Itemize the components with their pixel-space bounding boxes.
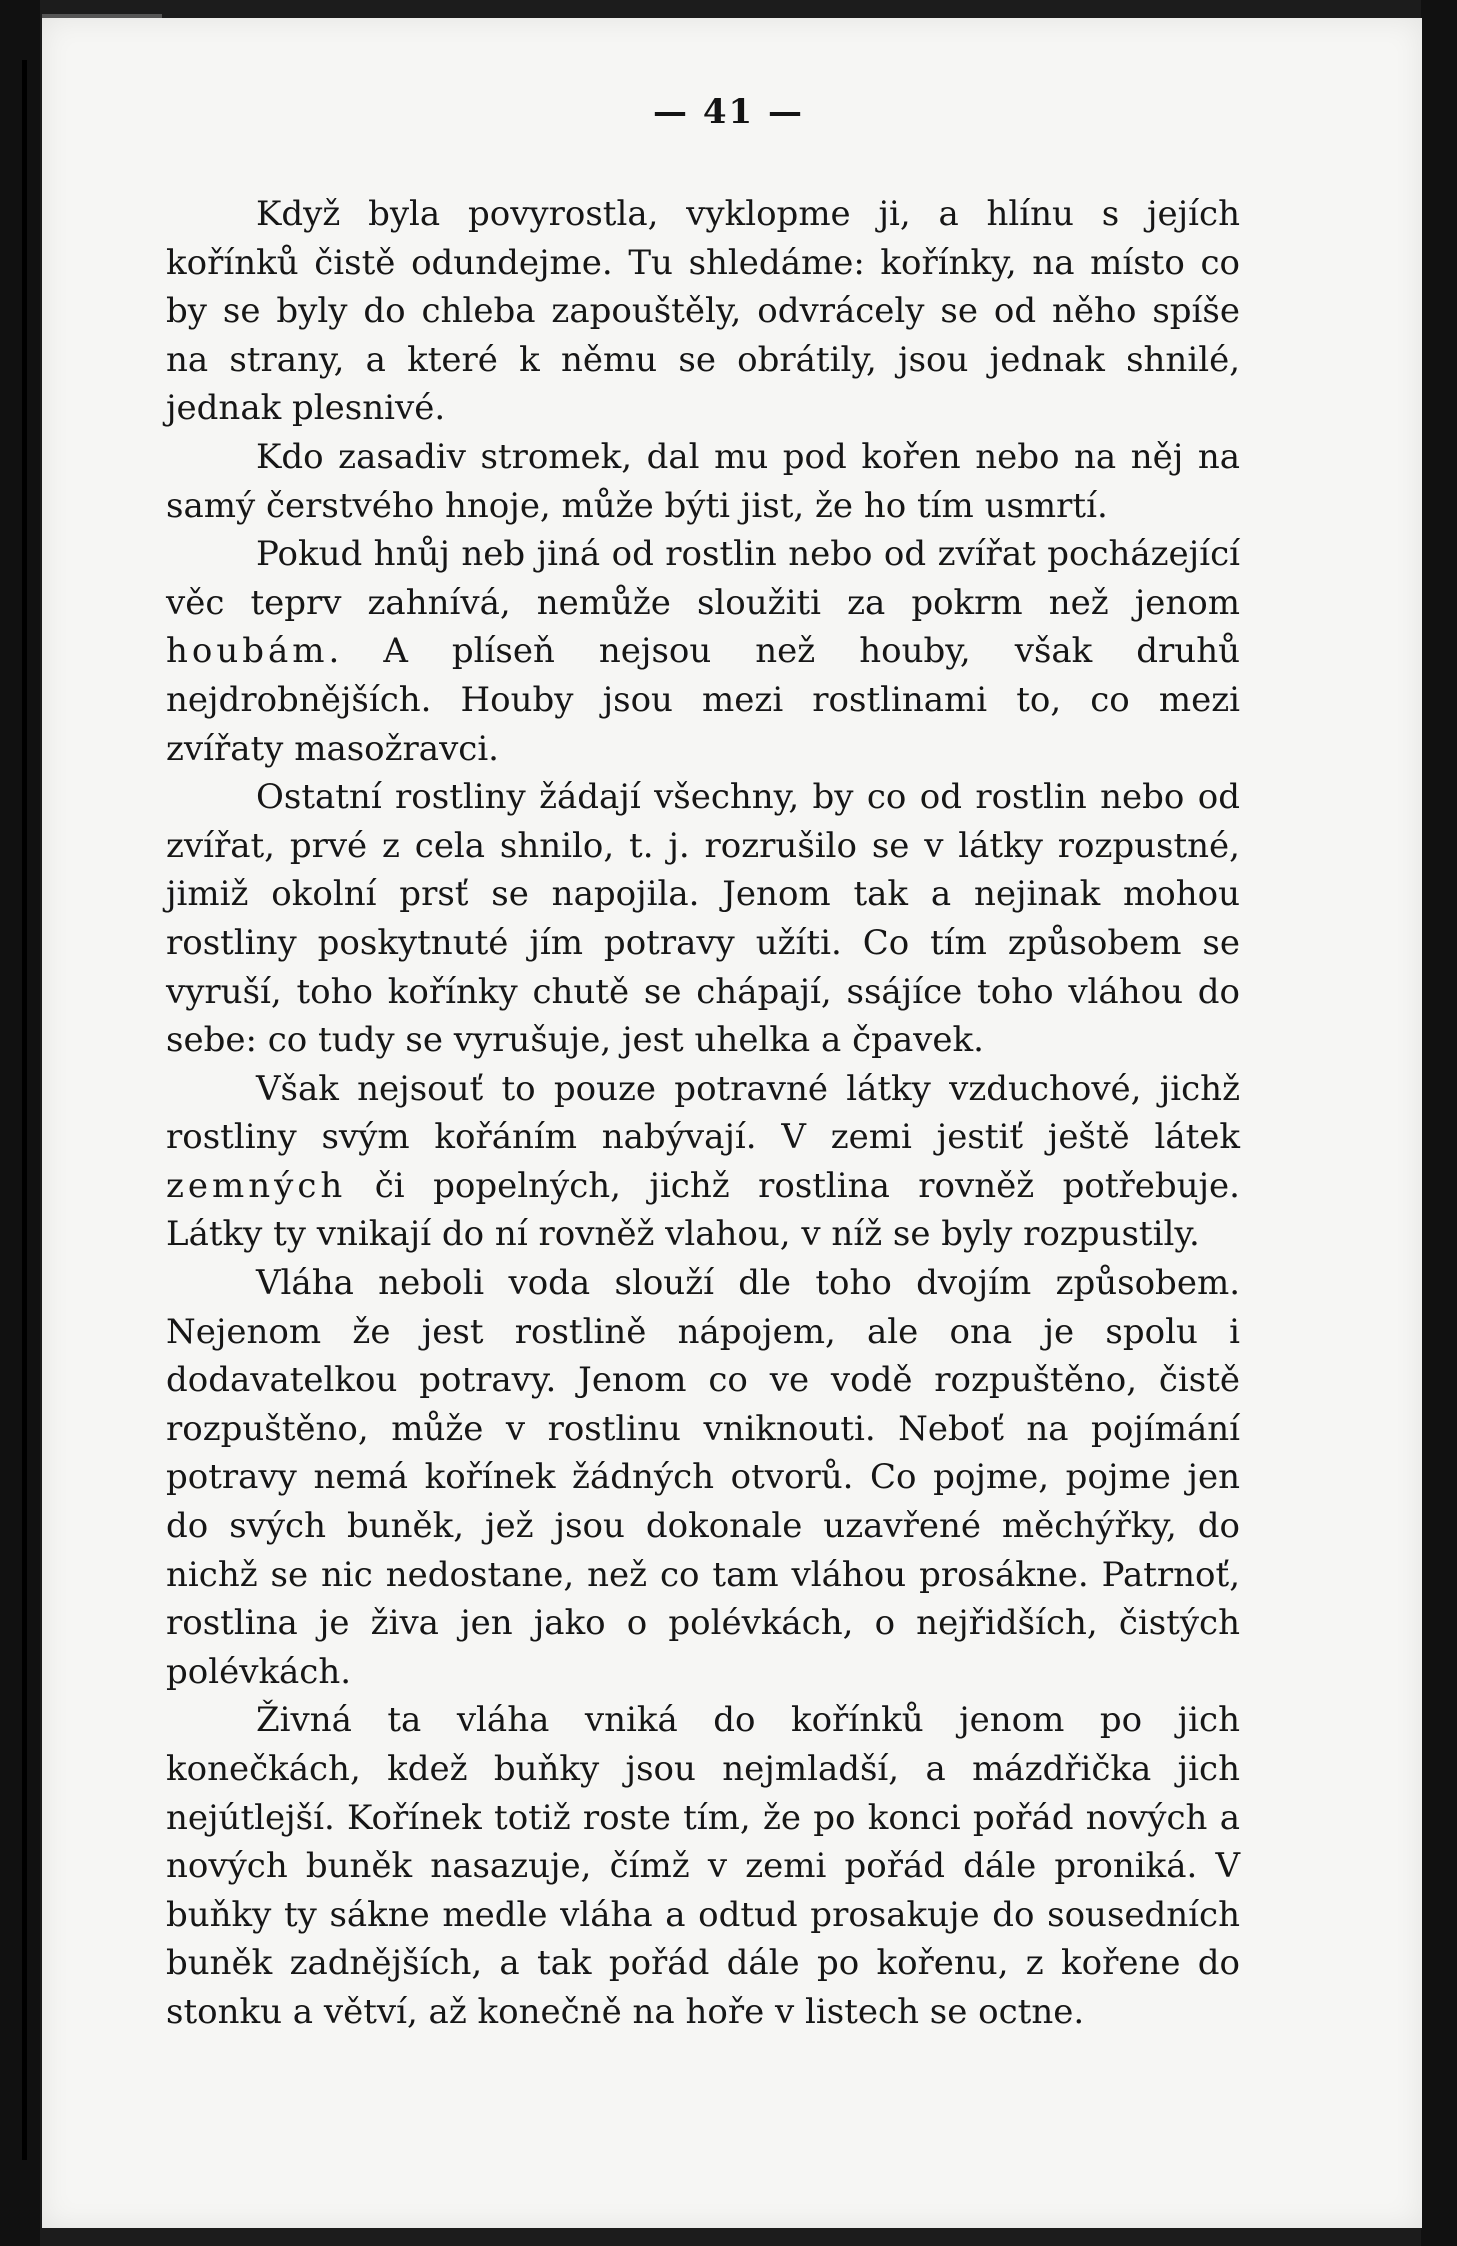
page-edge-mark	[42, 14, 162, 18]
emphasized-word: houbám	[166, 631, 329, 672]
paragraph-text: . A plíseň nejsou než houby, však druhů nejdrobnějších. Houby jsou mezi rostlinami to, co mezi zvířaty masožravci.	[166, 631, 1240, 769]
paragraph: Když byla povyrostla, vyklopme ji, a hlínu s jejích kořínků čistě odundejme. Tu shledáme: kořínky, na místo co by se byly do chleba zapouštěly, odvrácely se od něho spíše na strany, a které k němu se obrátily, jsou jednak shnilé, jednak plesnivé.	[166, 194, 1240, 429]
paragraph: Živná ta vláha vniká do kořínků jenom po jich konečkách, kdež buňky jsou nejmladší, a mázdřička jich nejútlejší. Kořínek totiž roste tím, že po konci pořád nových a nových buněk nasazuje, čímž v zemi pořád dále proniká. V buňky ty sákne medle vláha a odtud prosakuje do sousedních buněk zadnějších, a tak pořád dále po kořenu, z kořene do stonku a větví, až konečně na hoře v listech se octne.	[166, 1700, 1240, 2032]
paragraph: Kdo zasadiv stromek, dal mu pod kořen nebo na něj na samý čerstvého hnoje, může býti jist, že ho tím usmrtí.	[166, 436, 1240, 526]
paragraph: Vláha neboli voda slouží dle toho dvojím způsobem. Nejenom že jest rostlině nápojem, ale ona je spolu i dodavatelkou potravy. Jenom co ve vodě rozpuštěno, čistě rozpuštěno, může v rostlinu vniknouti. Neboť na pojímání potravy nemá kořínek žádných otvorů. Co pojme, pojme jen do svých buněk, jež jsou dokonale uzavřené měchýřky, do nichž se nic nedostane, než co tam vláhou prosákne. Patrnoť, rostlina je živa jen jako o polévkách, o nejřidších, čistých polévkách.	[166, 1263, 1240, 1692]
paragraph-text: Však nejsouť to pouze potravné látky vzduchové, jichž rostliny svým kořáním nabývají. V zemi jestiť ještě látek	[166, 1068, 1240, 1158]
paragraph	[166, 530, 1240, 773]
scan-border-left	[0, 0, 40, 2246]
paragraph	[166, 1065, 1240, 1259]
emphasized-word: zemných	[166, 1165, 347, 1206]
page-number: — 41 —	[653, 92, 804, 132]
paragraph-text: Pokud hnůj neb jiná od rostlin nebo od zvířat pocházející věc teprv zahnívá, nemůže sloužiti za pokrm než jenom	[166, 534, 1240, 623]
body-text	[166, 190, 1240, 2037]
paragraph-text: či popelných, jichž rostlina rovněž potřebuje. Látky ty vnikají do ní rovněž vlahou, v níž se byly rozpustily.	[166, 1165, 1240, 1255]
paragraph: Ostatní rostliny žádají všechny, by co od rostlin nebo od zvířat, prvé z cela shnilo, t. j. rozrušilo se v látky rozpustné, jimiž okolní prsť se napojila. Jenom tak a nejinak mohou rostliny poskytnuté jím potravy užíti. Co tím způsobem se vyruší, toho kořínky chutě se chápají, ssájíce toho vláhou do sebe: co tudy se vyrušuje, jest uhelka a čpavek.	[166, 777, 1240, 1061]
scan-border-right	[1421, 0, 1457, 2246]
binding-spine	[22, 60, 27, 2160]
